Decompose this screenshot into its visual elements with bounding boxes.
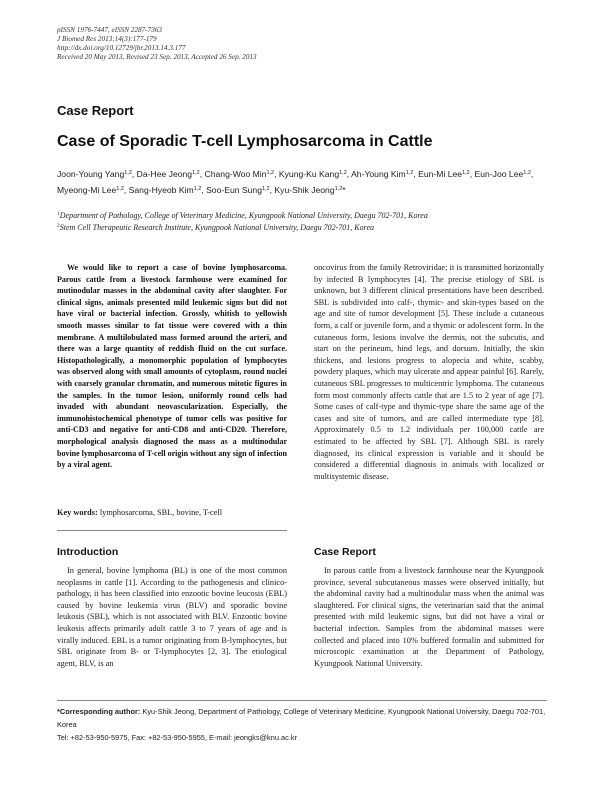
author-affiliation-marker: 1,2 [405, 170, 414, 176]
abstract-divider [57, 530, 287, 531]
abstract-text: We would like to report a case of bovine lymphosarcoma. Parous cattle from a livestock farmhouse were examined for mutinodular masses in the abdominal cavity after slaughter. For clinical signs, animals presented mild leukemic signs but did not have viral or bacterial infection. Grossly, whitish to yellowish smooth masses similar to fat tissue were covered with a thin membrane. A multilobulated mass formed around the arteri, and there was a large quantity of reddish fluid on the cut surface. Histopathologically, a monomorphic population of lymphocytes was observed along with small amounts of cytoplasm, round nuclei with coarsely granular chromatin, and numerous mitotic figures in the samples. In the tumor lesion, uniformly round cells had invaded with abundant neovascularization. Especially, the immunohistochemical phenotype of tumor cells was positive for anti-CD3 and negative for anti-CD8 and anti-CD20. Therefore, morphological analysis diagnosed the mass as a multinodular bovine lymphosarcoma of T-cell origin without any sign of infection by a viral agent. [57, 263, 287, 470]
article-type: Case Report [57, 103, 134, 118]
author-name: Joon-Young Yang [57, 169, 125, 179]
introduction-text: In general, bovine lymphoma (BL) is one of the most common neoplasms in cattle [1]. According to the pathogenesis and clinico-pathology, it has been classified into enzootic bovine leucosis (EBL) caused by bovine leukemia virus (BLV) and sporadic bovine leukosis (SBL), which is not associated with BLV. Enzootic bovine leukosis affects primarily adult cattle 3 to 7 years of age and is virally induced. EBL is a tumor originating from B-lymphocytes, but SBL originate from B- or T-lymphocytes [2, 3]. The etiological agent, BLV, is an [57, 566, 287, 668]
author-name: Chang-Woo Min [204, 169, 267, 179]
author-separator: , [274, 169, 279, 179]
author-name: Soo-Eun Sung [206, 185, 262, 195]
author-separator: , [469, 169, 475, 179]
author-separator: , [131, 169, 137, 179]
journal-citation: J Biomed Res 2013;14(3):177-179 [57, 35, 157, 43]
author-separator: , [346, 169, 352, 179]
keywords [57, 507, 287, 518]
doi-link[interactable]: http://dx.doi.org/10.12729/jbr.2013.14.3.177 [57, 44, 186, 52]
abstract [57, 262, 287, 471]
author-separator: , [199, 169, 205, 179]
keywords-list: lymphosarcoma, SBL, bovine, T-cell [99, 508, 223, 517]
author-name: Eun-Joo Lee [474, 169, 524, 179]
contact-info: Tel: +82-53-950-5975, Fax: +82-53-950-5955, E-mail: jeongks@knu.ac.kr [57, 733, 298, 742]
author-name: Ah-Young Kim [351, 169, 406, 179]
author-separator: , [123, 185, 129, 195]
author-affiliation-marker: 1,2 [193, 186, 202, 192]
author-list [57, 166, 547, 198]
author-affiliation-marker: 1,2 [124, 170, 132, 176]
received-dates: Received 20 May 2013, Revised 23 Sep. 2013, Accepted 26 Sep. 2013 [57, 53, 257, 61]
author-separator: , [201, 185, 207, 195]
author-name: Kyung-Ku Kang [278, 169, 340, 179]
author-separator: , [269, 185, 275, 195]
author-affiliation-marker: 1,2 [261, 186, 270, 192]
author-affiliation-marker: 1,2 [116, 186, 124, 192]
footnote-divider [57, 700, 547, 701]
author-name: Da-Hee Jeong [136, 169, 193, 179]
author-affiliation-marker: 1,2 [334, 186, 343, 192]
author-separator: , [530, 169, 534, 179]
affiliation-2: $^2$Stem Cell Therapeutic Research Institute, Kyungpook National University, Daegu 702-701, Korea [57, 222, 374, 232]
author-separator: * [342, 185, 346, 195]
author-affiliation-marker: 1,2 [339, 170, 347, 176]
introduction-body [57, 565, 287, 669]
keywords-label: Key words: [57, 508, 98, 517]
corresponding-author-footnote [57, 705, 547, 744]
author-affiliation-marker: 1,2 [523, 170, 531, 176]
author-name: Sang-Hyeob Kim [128, 185, 194, 195]
author-affiliation-marker: 1,2 [266, 170, 275, 176]
journal-header [57, 26, 477, 62]
case-report-text: In parous cattle from a livestock farmhouse near the Kyungpook province, several subcutaneous masses were observed initially, but the abdominal cavity had a multinodular mass when the animal was slaughtered. For clinical signs, the veterinarian said that the animal presented with mild leukemic signs, but did not have a viral or bacterial infection. Samples from the abdominal masses were collected and placed into 10% buffered formalin and submitted for microscopic examination at the Department of Pathology, Kyungpook National University. [314, 566, 544, 668]
author-name: Eun-Mi Lee [418, 169, 463, 179]
issn-line: pISSN 1976-7447, eISSN 2287-7363 [57, 26, 163, 34]
author-separator: , [413, 169, 419, 179]
case-report-heading: Case Report [314, 546, 376, 558]
author-affiliation-marker: 1,2 [192, 170, 200, 176]
affiliations [57, 210, 557, 233]
right-column-text: oncovirus from the family Retroviridae; it is transmitted horizontally by infected B lymphocytes [4]. The precise etiology of SBL is unknown, but 3 different clinical presentations have been described. SBL is subdivided into calf-, thymic- and skin-types based on the age and site of tumor development [5]. These include a cutaneous form, a calf or juvenile form, and a thymic or adolescent form. In the cutaneous form, lesions involve the dermis, not the subcutis, and start on the perineum, hind legs, and dorsum. Initially, the skin thickens, and lesions progress to alopecia and white, scabby, powdery plaques, which may ulcerate and appear painful [6]. Rarely, cutaneous SBL progresses to multicentric lymphoma. The cutaneous form most commonly affects cattle that are 1.5 to 2 year of age [7]. Some cases of calf-type and thymic-type share the same age of the cases and site of tumors, and are called intermediate type [8]. Approximately 0.5 to 1.2 individuals per 100,000 cattle are estimated to be affected by SBL [7]. Although SBL is rarely diagnosed, its clinical expression is variable and it should be considered a differential diagnosis in animals with localized or multisystemic disease. [314, 263, 544, 481]
case-report-body [314, 565, 544, 669]
introduction-heading: Introduction [57, 546, 119, 558]
author-name: Kyu-Shik Jeong [274, 185, 335, 195]
author-affiliation-marker: 1,2 [462, 170, 470, 176]
right-column-continuation [314, 262, 544, 482]
author-name: Myeong-Mi Lee [57, 185, 117, 195]
article-title: Case of Sporadic T-cell Lymphosarcoma in Cattle [57, 133, 433, 150]
corresponding-author: *Corresponding author: Kyu-Shik Jeong, Department of Pathology, College of Veterinary Medicine, Kyungpook National University, Daegu 702-701, Korea [57, 707, 546, 729]
affiliation-1: $^1$Department of Pathology, College of Veterinary Medicine, Kyungpook National University, Daegu 702-701, Korea [57, 211, 428, 220]
